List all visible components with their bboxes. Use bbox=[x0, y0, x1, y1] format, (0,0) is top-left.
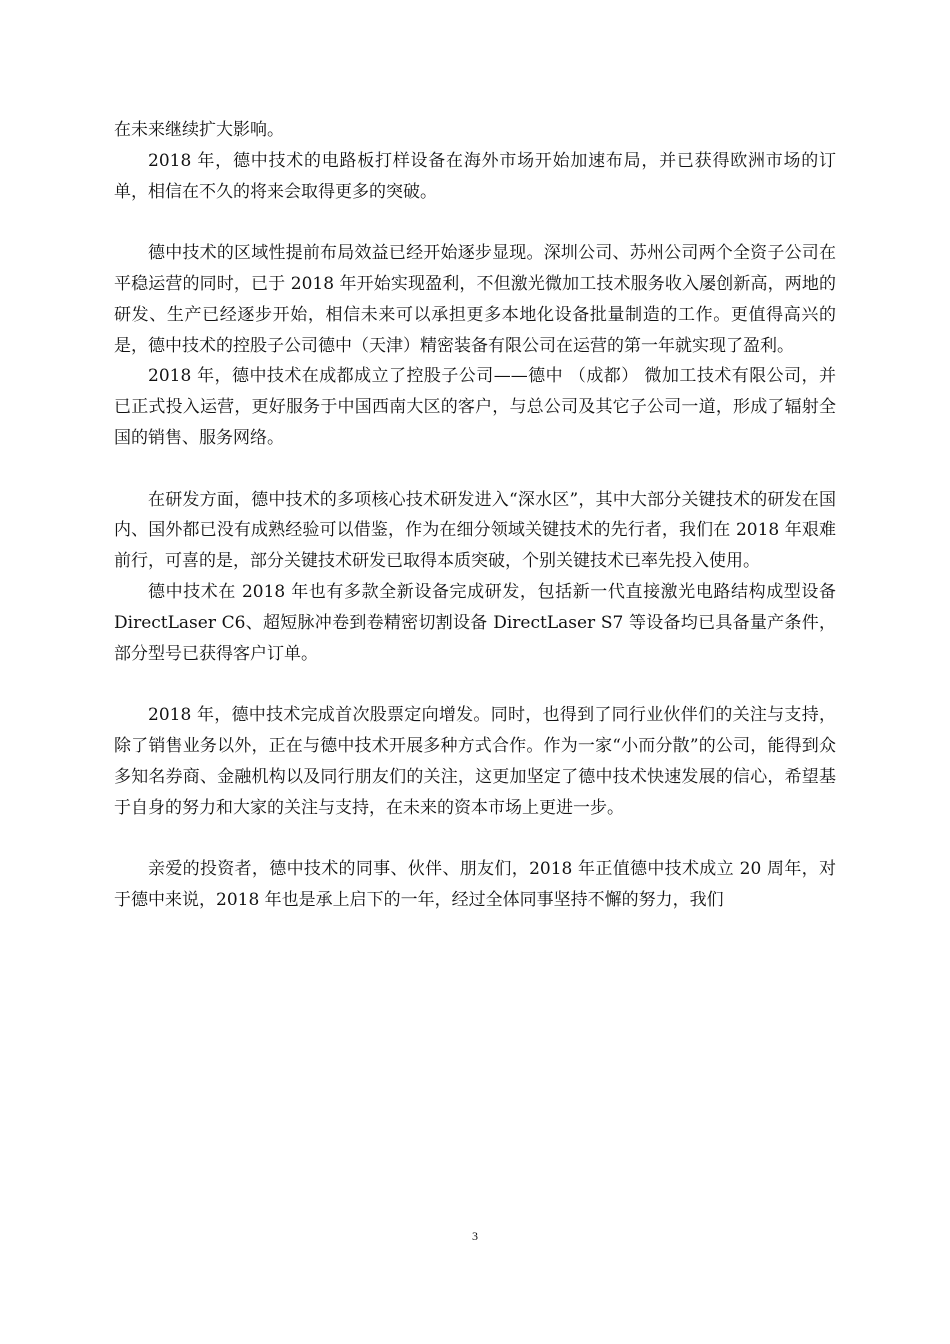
paragraph-research: 在研发方面，德中技术的多项核心技术研发进入“深水区”，其中大部分关键技术的研发在国内、国外都已没有成熟经验可以借鉴，作为在细分领域关键技术的先行者，我们在 2018 年艰难前行，可喜的是，部分关键技术研发已取得本质突破，个别关键技术已率先投入使用。 bbox=[114, 489, 836, 572]
document-body bbox=[114, 115, 836, 916]
paragraph-continuation: 在未来继续扩大影响。 bbox=[114, 120, 284, 140]
paragraph-gap bbox=[114, 454, 836, 485]
paragraph-gap bbox=[114, 823, 836, 854]
paragraph-chengdu-subsidiary: 2018 年，德中技术在成都成立了控股子公司——德中 （成都） 微加工技术有限公司，并已正式投入运营，更好服务于中国西南大区的客户，与总公司及其它子公司一道，形成了辐射全国的销售、服务网络。 bbox=[114, 366, 836, 448]
paragraph-investor-address: 亲爱的投资者，德中技术的同事、伙伴、朋友们，2018 年正值德中技术成立 20 周年，对于德中来说，2018 年也是承上启下的一年，经过全体同事坚持不懈的努力，我们 bbox=[114, 859, 836, 910]
paragraph-regional-layout: 德中技术的区域性提前布局效益已经开始逐步显现。深圳公司、苏州公司两个全资子公司在平稳运营的同时，已于 2018 年开始实现盈利，不但激光微加工技术服务收入屡创新高，两地的研发、生产已经逐步开始，相信未来可以承担更多本地化设备批量制造的工作。更值得高兴的是，德中技术的控股子公司德中（天津）精密装备有限公司在运营的第一年就实现了盈利。 bbox=[114, 243, 836, 356]
paragraph-gap bbox=[114, 669, 836, 700]
paragraph-new-equipment: 德中技术在 2018 年也有多款全新设备完成研发，包括新一代直接激光电路结构成型设备 DirectLaser C6、超短脉冲卷到卷精密切割设备 DirectLaser S7 等设备均已具备量产条件，部分型号已获得客户订单。 bbox=[114, 581, 836, 664]
paragraph-gap bbox=[114, 207, 836, 238]
page-number: 3 bbox=[472, 1229, 478, 1243]
paragraph-overseas-market: 2018 年，德中技术的电路板打样设备在海外市场开始加速布局，并已获得欧洲市场的订单，相信在不久的将来会取得更多的突破。 bbox=[114, 150, 836, 202]
paragraph-stock-issuance: 2018 年，德中技术完成首次股票定向增发。同时，也得到了同行业伙伴们的关注与支持，除了销售业务以外，正在与德中技术开展多种方式合作。作为一家“小而分散”的公司，能得到众多知名券商、金融机构以及同行朋友们的关注，这更加坚定了德中技术快速发展的信心，希望基于自身的努力和大家的关注与支持，在未来的资本市场上更进一步。 bbox=[114, 705, 836, 818]
